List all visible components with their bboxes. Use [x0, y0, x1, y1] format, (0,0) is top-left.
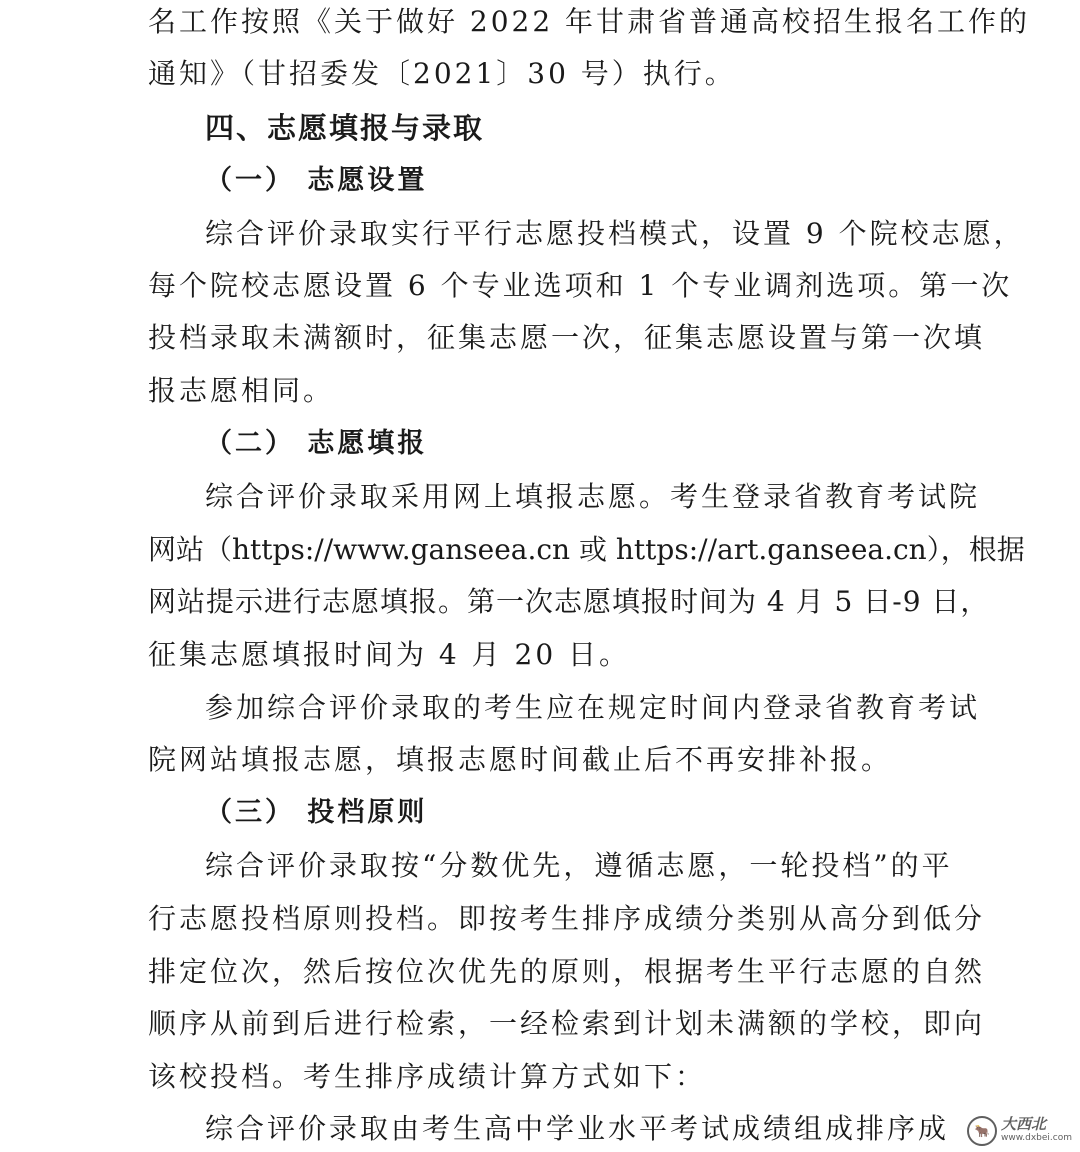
paragraph-line: 综合评价录取由考生高中学业水平考试成绩组成排序成: [205, 1112, 950, 1145]
paragraph-line: 综合评价录取实行平行志愿投档模式，设置 9 个院校志愿，: [205, 217, 1025, 250]
paragraph-line: 网站（https://www.ganseea.cn 或 https://art.ganseea.cn），根据: [148, 533, 1025, 566]
paragraph-line: 顺序从前到后进行检索，一经检索到计划未满额的学校，即向: [148, 1007, 986, 1040]
paragraph-line: 每个院校志愿设置 6 个专业选项和 1 个专业调剂选项。第一次: [148, 269, 1013, 302]
paragraph-line: 通知》（甘招委发〔2021〕30 号）执行。: [148, 57, 736, 90]
paragraph-line: 投档录取未满额时，征集志愿一次，征集志愿设置与第一次填: [148, 321, 986, 354]
paragraph-line: 名工作按照《关于做好 2022 年甘肃省普通高校招生报名工作的: [148, 5, 1031, 38]
paragraph-line: 排定位次，然后按位次优先的原则，根据考生平行志愿的自然: [148, 955, 986, 988]
watermark-url: www.dxbei.com: [1001, 1133, 1072, 1143]
paragraph-line: 综合评价录取按“分数优先，遵循志愿，一轮投档”的平: [205, 849, 953, 882]
paragraph-line: 征集志愿填报时间为 4 月 20 日。: [148, 638, 631, 671]
paragraph-line: 网站提示进行志愿填报。第一次志愿填报时间为 4 月 5 日-9 日，: [148, 585, 990, 618]
section-heading: 四、志愿填报与录取: [205, 111, 485, 145]
paragraph-line: 综合评价录取采用网上填报志愿。考生登录省教育考试院: [205, 480, 981, 513]
paragraph-line: 参加综合评价录取的考生应在规定时间内登录省教育考试: [205, 691, 981, 724]
paragraph-line: 行志愿投档原则投档。即按考生排序成绩分类别从高分到低分: [148, 902, 986, 935]
subsection-heading: （一） 志愿设置: [205, 165, 428, 196]
paragraph-line: 报志愿相同。: [148, 374, 335, 407]
watermark-name: 大西北: [1001, 1115, 1047, 1133]
subsection-heading: （二） 志愿填报: [205, 428, 428, 459]
paragraph-line: 该校投档。考生排序成绩计算方式如下：: [148, 1060, 707, 1093]
watermark-text: [1001, 1117, 1072, 1145]
paragraph-line: 院网站填报志愿，填报志愿时间截止后不再安排补报。: [148, 743, 893, 776]
ox-logo-icon: 🐂: [967, 1116, 997, 1146]
subsection-heading: （三） 投档原则: [205, 797, 428, 828]
site-watermark: [967, 1116, 1072, 1146]
